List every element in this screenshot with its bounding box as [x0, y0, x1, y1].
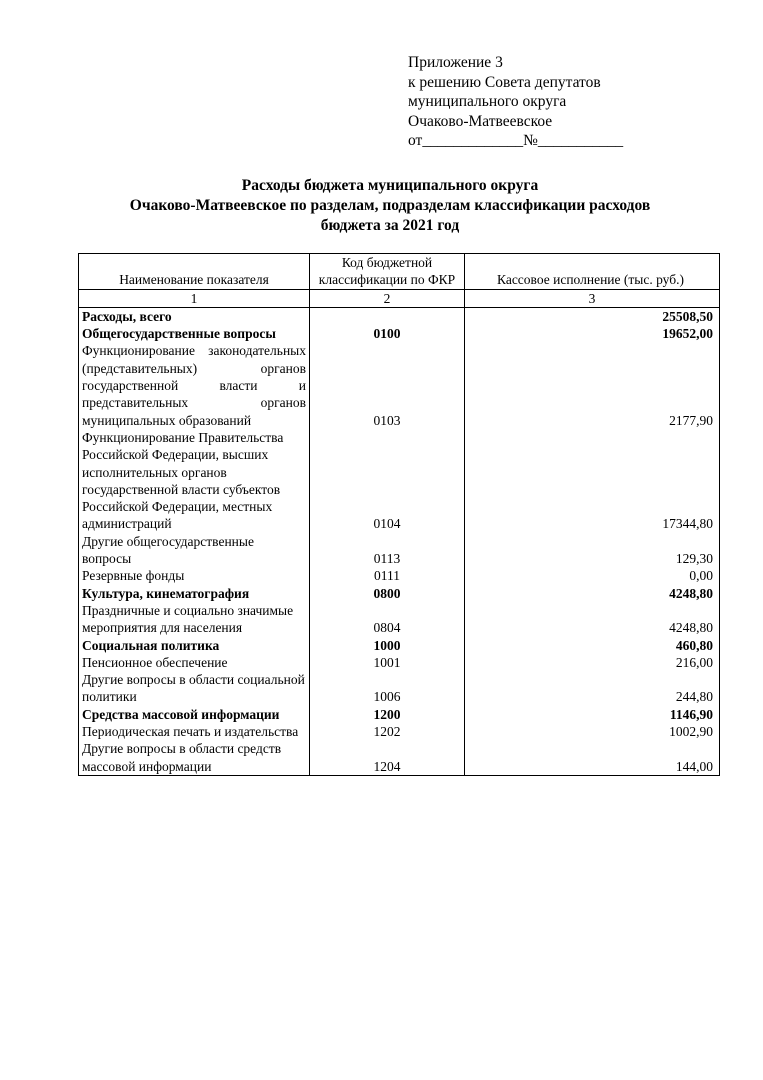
- row-code: 0804: [310, 602, 465, 637]
- title-line: Очаково-Матвеевское по разделам, подразделам классификации расходов: [129, 197, 651, 214]
- column-number-row: [79, 289, 720, 307]
- row-code: 1204: [310, 740, 465, 775]
- row-amount: 25508,50: [465, 307, 720, 325]
- row-name: Функционирование Правительства Российской Федерации, высших исполнительных органов государственной власти субъектов Российской Федерации, местных администраций: [79, 429, 310, 533]
- header-code: Код бюджетной классификации по ФКР: [310, 254, 465, 290]
- header-amount: Кассовое исполнение (тыс. руб.): [465, 254, 720, 290]
- row-amount: 144,00: [465, 740, 720, 775]
- row-amount: 460,80: [465, 637, 720, 654]
- row-code: 0111: [310, 567, 465, 584]
- row-code: [310, 307, 465, 325]
- row-amount: 1002,90: [465, 723, 720, 740]
- row-name: Другие общегосударственные вопросы: [79, 533, 310, 568]
- table-row: [79, 429, 720, 533]
- table-row: [79, 637, 720, 654]
- appendix-line: к решению Совета депутатов: [408, 73, 601, 91]
- row-amount: 2177,90: [465, 342, 720, 428]
- table-row: [79, 740, 720, 775]
- row-name: Расходы, всего: [79, 307, 310, 325]
- table-row: [79, 567, 720, 584]
- title-line: Расходы бюджета муниципального округа: [241, 177, 539, 194]
- table-row: [79, 325, 720, 342]
- row-name: Другие вопросы в области средств массовой информации: [79, 740, 310, 775]
- row-code: 1000: [310, 637, 465, 654]
- header-name: Наименование показателя: [79, 254, 310, 290]
- table-row: [79, 342, 720, 428]
- row-amount: 129,30: [465, 533, 720, 568]
- row-amount: 1146,90: [465, 706, 720, 723]
- row-name: Пенсионное обеспечение: [79, 654, 310, 671]
- table-row: [79, 706, 720, 723]
- row-name: Средства массовой информации: [79, 706, 310, 723]
- row-name: Общегосударственные вопросы: [79, 325, 310, 342]
- appendix-line: Очаково-Матвеевское: [408, 112, 553, 130]
- title-line: бюджета за 2021 год: [320, 217, 460, 234]
- row-code: 1006: [310, 671, 465, 706]
- table-row: [79, 654, 720, 671]
- row-name: Периодическая печать и издательства: [79, 723, 310, 740]
- row-amount: 244,80: [465, 671, 720, 706]
- appendix-date-number-line: от_____________№___________: [408, 132, 624, 149]
- row-name: Праздничные и социально значимые мероприятия для населения: [79, 602, 310, 637]
- row-amount: 17344,80: [465, 429, 720, 533]
- table-row: [79, 671, 720, 706]
- row-amount: 4248,80: [465, 585, 720, 602]
- appendix-header: [408, 53, 623, 151]
- row-amount: 0,00: [465, 567, 720, 584]
- column-number: 2: [310, 289, 465, 307]
- appendix-line: Приложение 3: [408, 54, 503, 71]
- table-row: [79, 533, 720, 568]
- column-number: 3: [465, 289, 720, 307]
- table-row: [79, 723, 720, 740]
- row-code: 1202: [310, 723, 465, 740]
- row-code: 1200: [310, 706, 465, 723]
- row-code: 0103: [310, 342, 465, 428]
- appendix-line: муниципального округа: [408, 93, 567, 110]
- column-number: 1: [79, 289, 310, 307]
- row-name: Резервные фонды: [79, 567, 310, 584]
- row-name: Культура, кинематография: [79, 585, 310, 602]
- budget-table: [78, 253, 720, 776]
- row-name: Другие вопросы в области социальной политики: [79, 671, 310, 706]
- row-name: Функционирование законодательных (представительных) органов государственной власти и представительных органов муниципальных образований: [79, 342, 310, 428]
- row-code: 0100: [310, 325, 465, 342]
- row-code: 0800: [310, 585, 465, 602]
- row-code: 0113: [310, 533, 465, 568]
- document-title: [60, 176, 720, 236]
- row-amount: 216,00: [465, 654, 720, 671]
- table-row: [79, 602, 720, 637]
- row-amount: 4248,80: [465, 602, 720, 637]
- row-amount: 19652,00: [465, 325, 720, 342]
- row-code: 0104: [310, 429, 465, 533]
- row-name: Социальная политика: [79, 637, 310, 654]
- table-header-row: [79, 254, 720, 290]
- row-code: 1001: [310, 654, 465, 671]
- table-row: [79, 585, 720, 602]
- table-row: [79, 307, 720, 325]
